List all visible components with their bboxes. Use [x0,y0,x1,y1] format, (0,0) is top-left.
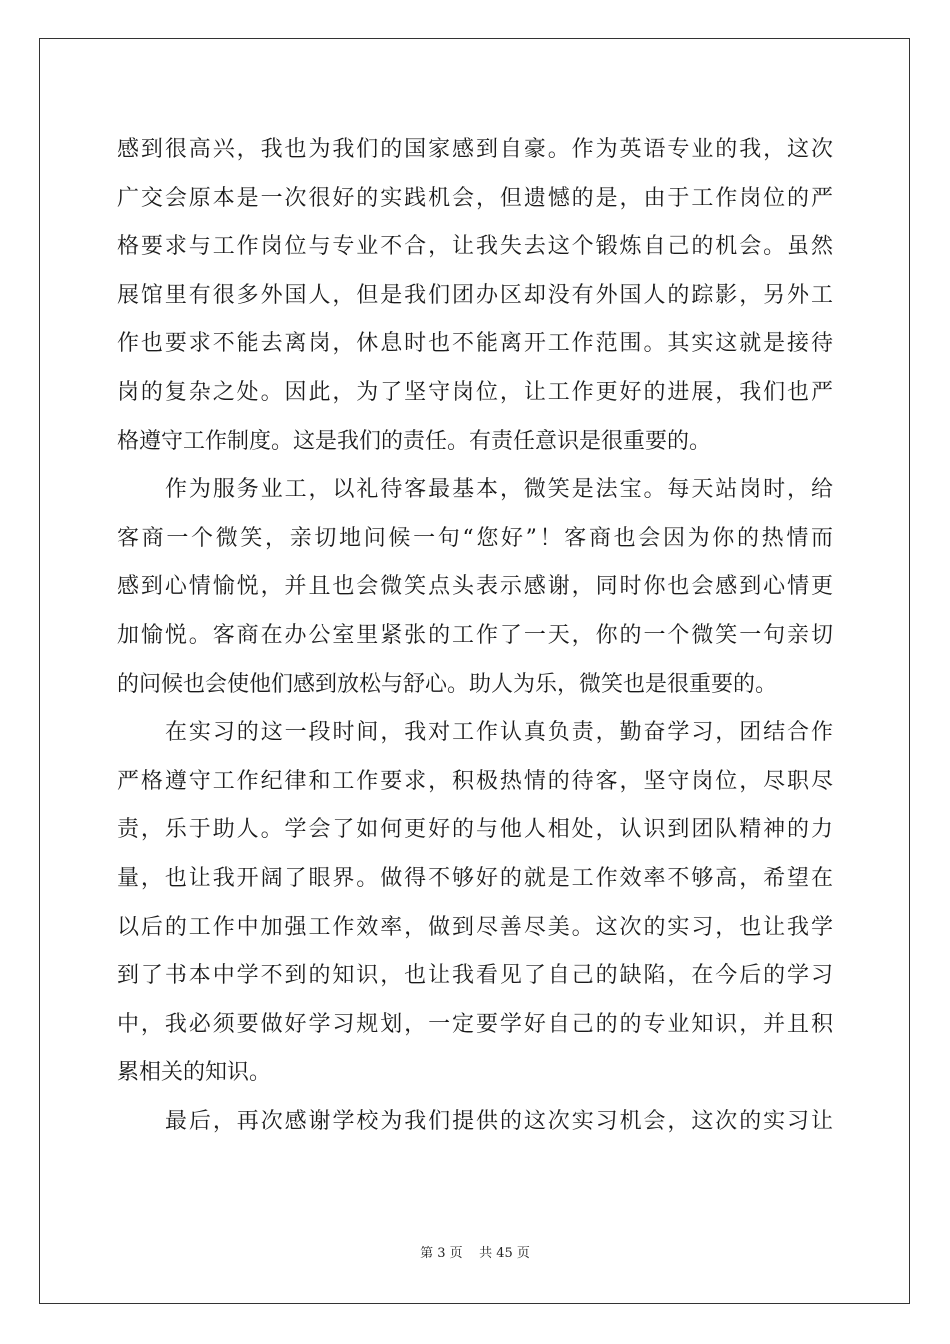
text-line: 作也要求不能去离岗，休息时也不能离开工作范围。其实这就是接待 [117,331,833,357]
text-line: 格要求与工作岗位与专业不合，让我失去这个锻炼自己的机会。虽然 [117,234,833,260]
text-line: 展馆里有很多外国人，但是我们团办区却没有外国人的踪影，另外工 [117,282,833,308]
text-line: 广交会原本是一次很好的实践机会，但遗憾的是，由于工作岗位的严 [117,185,833,211]
text-line: 严格遵守工作纪律和工作要求，积极热情的待客，坚守岗位，尽职尽 [117,768,833,794]
text-line: 感到心情愉悦，并且也会微笑点头表示感谢，同时你也会感到心情更 [117,574,833,600]
text-line: 以后的工作中加强工作效率，做到尽善尽美。这次的实习，也让我学 [117,914,833,940]
text-line: 责，乐于助人。学会了如何更好的与他人相处，认识到团队精神的力 [117,817,833,843]
document-body [117,126,833,1146]
text-line: 格遵守工作制度。这是我们的责任。有责任意识是很重要的。 [117,428,712,454]
text-line: 中，我必须要做好学习规划，一定要学好自己的的专业知识，并且积 [117,1011,833,1037]
text-line: 作为服务业工，以礼待客最基本，微笑是法宝。每天站岗时，给 [165,477,833,503]
text-line: 最后，再次感谢学校为我们提供的这次实习机会，这次的实习让 [165,1108,833,1134]
text-line: 到了书本中学不到的知识，也让我看见了自己的缺陷，在今后的学习 [117,963,833,989]
text-line: 岗的复杂之处。因此，为了坚守岗位，让工作更好的进展，我们也严 [117,379,833,405]
text-line: 加愉悦。客商在办公室里紧张的工作了一天，你的一个微笑一句亲切 [117,622,833,648]
text-line: 客商一个微笑，亲切地问候一句“您好”！客商也会因为你的热情而 [117,525,833,551]
text-line: 的问候也会使他们感到放松与舒心。助人为乐，微笑也是很重要的。 [117,671,778,697]
page-footer: 第 3 页 共 45 页 [420,1246,530,1261]
text-line: 量，也让我开阔了眼界。做得不够好的就是工作效率不够高，希望在 [117,865,833,891]
text-line: 在实习的这一段时间，我对工作认真负责，勤奋学习，团结合作 [165,720,833,746]
text-line: 感到很高兴，我也为我们的国家感到自豪。作为英语专业的我，这次 [117,137,833,162]
text-line: 累相关的知识。 [117,1060,272,1086]
